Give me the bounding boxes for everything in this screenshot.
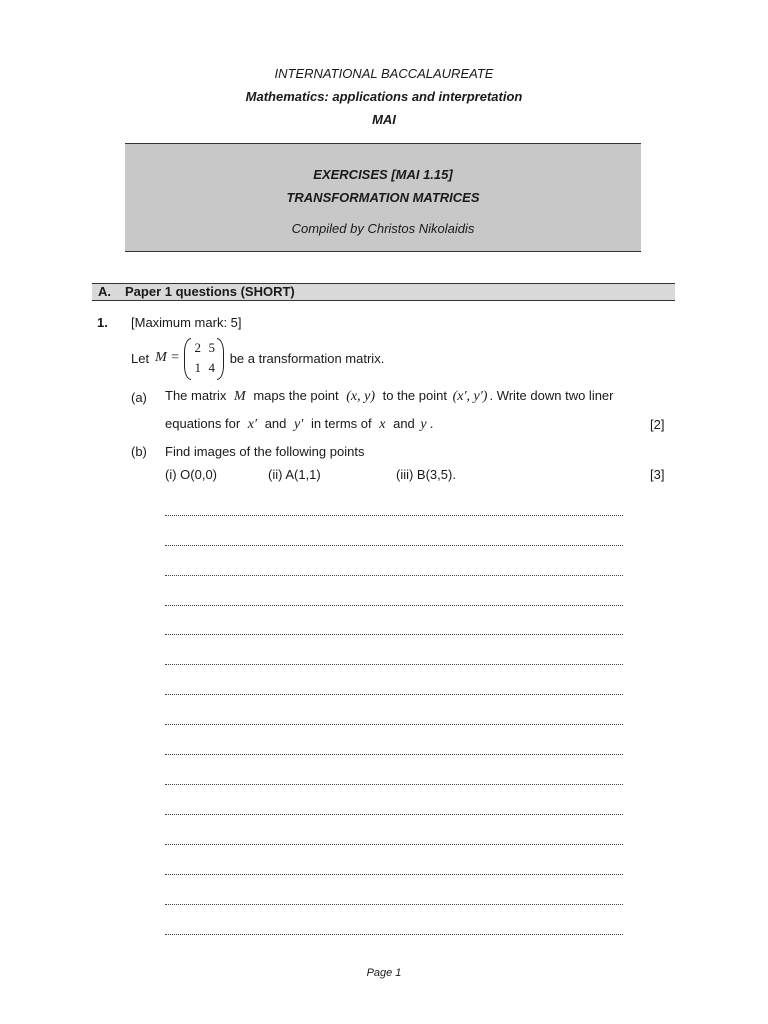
title-line-1: EXERCISES [MAI 1.15] [313, 167, 453, 182]
part-a-text: . Write down two liner [489, 388, 614, 403]
part-b-label: (b) [131, 444, 147, 459]
answer-line[interactable] [165, 814, 623, 815]
matrix-cell: 5 [208, 340, 215, 355]
part-b-marks: [3] [650, 467, 665, 482]
part-a-line-1 [165, 388, 614, 405]
math-y: y . [420, 417, 434, 432]
part-b-item-i: (i) O(0,0) [165, 467, 217, 482]
answer-line[interactable] [165, 844, 623, 845]
part-a-text: and [393, 416, 415, 431]
matrix-cell: 2 [194, 340, 201, 355]
section-title: Paper 1 questions (SHORT) [125, 284, 295, 299]
matrix-statement [131, 338, 384, 378]
math-yp: y′ [294, 417, 304, 432]
part-a-text: equations for [165, 416, 241, 431]
part-a-text: to the point [382, 388, 447, 403]
answer-line[interactable] [165, 664, 623, 665]
answer-line[interactable] [165, 575, 623, 576]
matrix-cell: 1 [194, 360, 201, 375]
part-b-item-iii: (iii) B(3,5). [396, 467, 456, 482]
header-code: MAI [372, 112, 396, 127]
part-a-text: The matrix [165, 388, 227, 403]
title-line-2: TRANSFORMATION MATRICES [286, 190, 480, 205]
header-course: Mathematics: applications and interpretation [245, 89, 523, 104]
answer-line[interactable] [165, 605, 623, 606]
answer-line[interactable] [165, 634, 623, 635]
answer-line[interactable] [165, 874, 623, 875]
part-a-text: maps the point [253, 388, 339, 403]
part-a-text: and [264, 416, 287, 431]
matrix-name: M = [155, 350, 180, 365]
answer-line[interactable] [165, 724, 623, 725]
part-a-line-2 [165, 416, 436, 433]
part-a-text: in terms of [310, 416, 372, 431]
title-box [125, 143, 641, 252]
math-m: M [234, 389, 246, 404]
answer-line[interactable] [165, 784, 623, 785]
section-bar [92, 283, 675, 301]
part-b-item-ii: (ii) A(1,1) [268, 467, 321, 482]
answer-line[interactable] [165, 694, 623, 695]
header-org: INTERNATIONAL BACCALAUREATE [274, 66, 494, 81]
matrix-description: be a transformation matrix. [229, 350, 385, 366]
answer-line[interactable] [165, 545, 623, 546]
answer-line[interactable] [165, 754, 623, 755]
math-xp: x′ [247, 417, 258, 432]
part-a-marks: [2] [650, 417, 665, 432]
let-label: Let [131, 350, 150, 366]
max-mark: [Maximum mark: 5] [131, 315, 242, 330]
part-a-label: (a) [131, 390, 147, 405]
title-author: Compiled by Christos Nikolaidis [291, 221, 475, 236]
page-number: Page 1 [366, 967, 402, 979]
matrix-m [184, 338, 224, 378]
math-point-xy: (x, y) [346, 389, 375, 404]
question-number: 1. [97, 315, 108, 330]
section-letter: A. [98, 284, 111, 299]
matrix-cell: 4 [208, 360, 215, 375]
answer-line[interactable] [165, 904, 623, 905]
left-paren [184, 338, 191, 380]
answer-line[interactable] [165, 515, 623, 516]
right-paren [217, 338, 224, 380]
answer-line[interactable] [165, 934, 623, 935]
math-point-xpyp: (x′, y′) [452, 389, 488, 404]
part-b-text: Find images of the following points [165, 444, 365, 459]
math-x: x [379, 417, 386, 432]
